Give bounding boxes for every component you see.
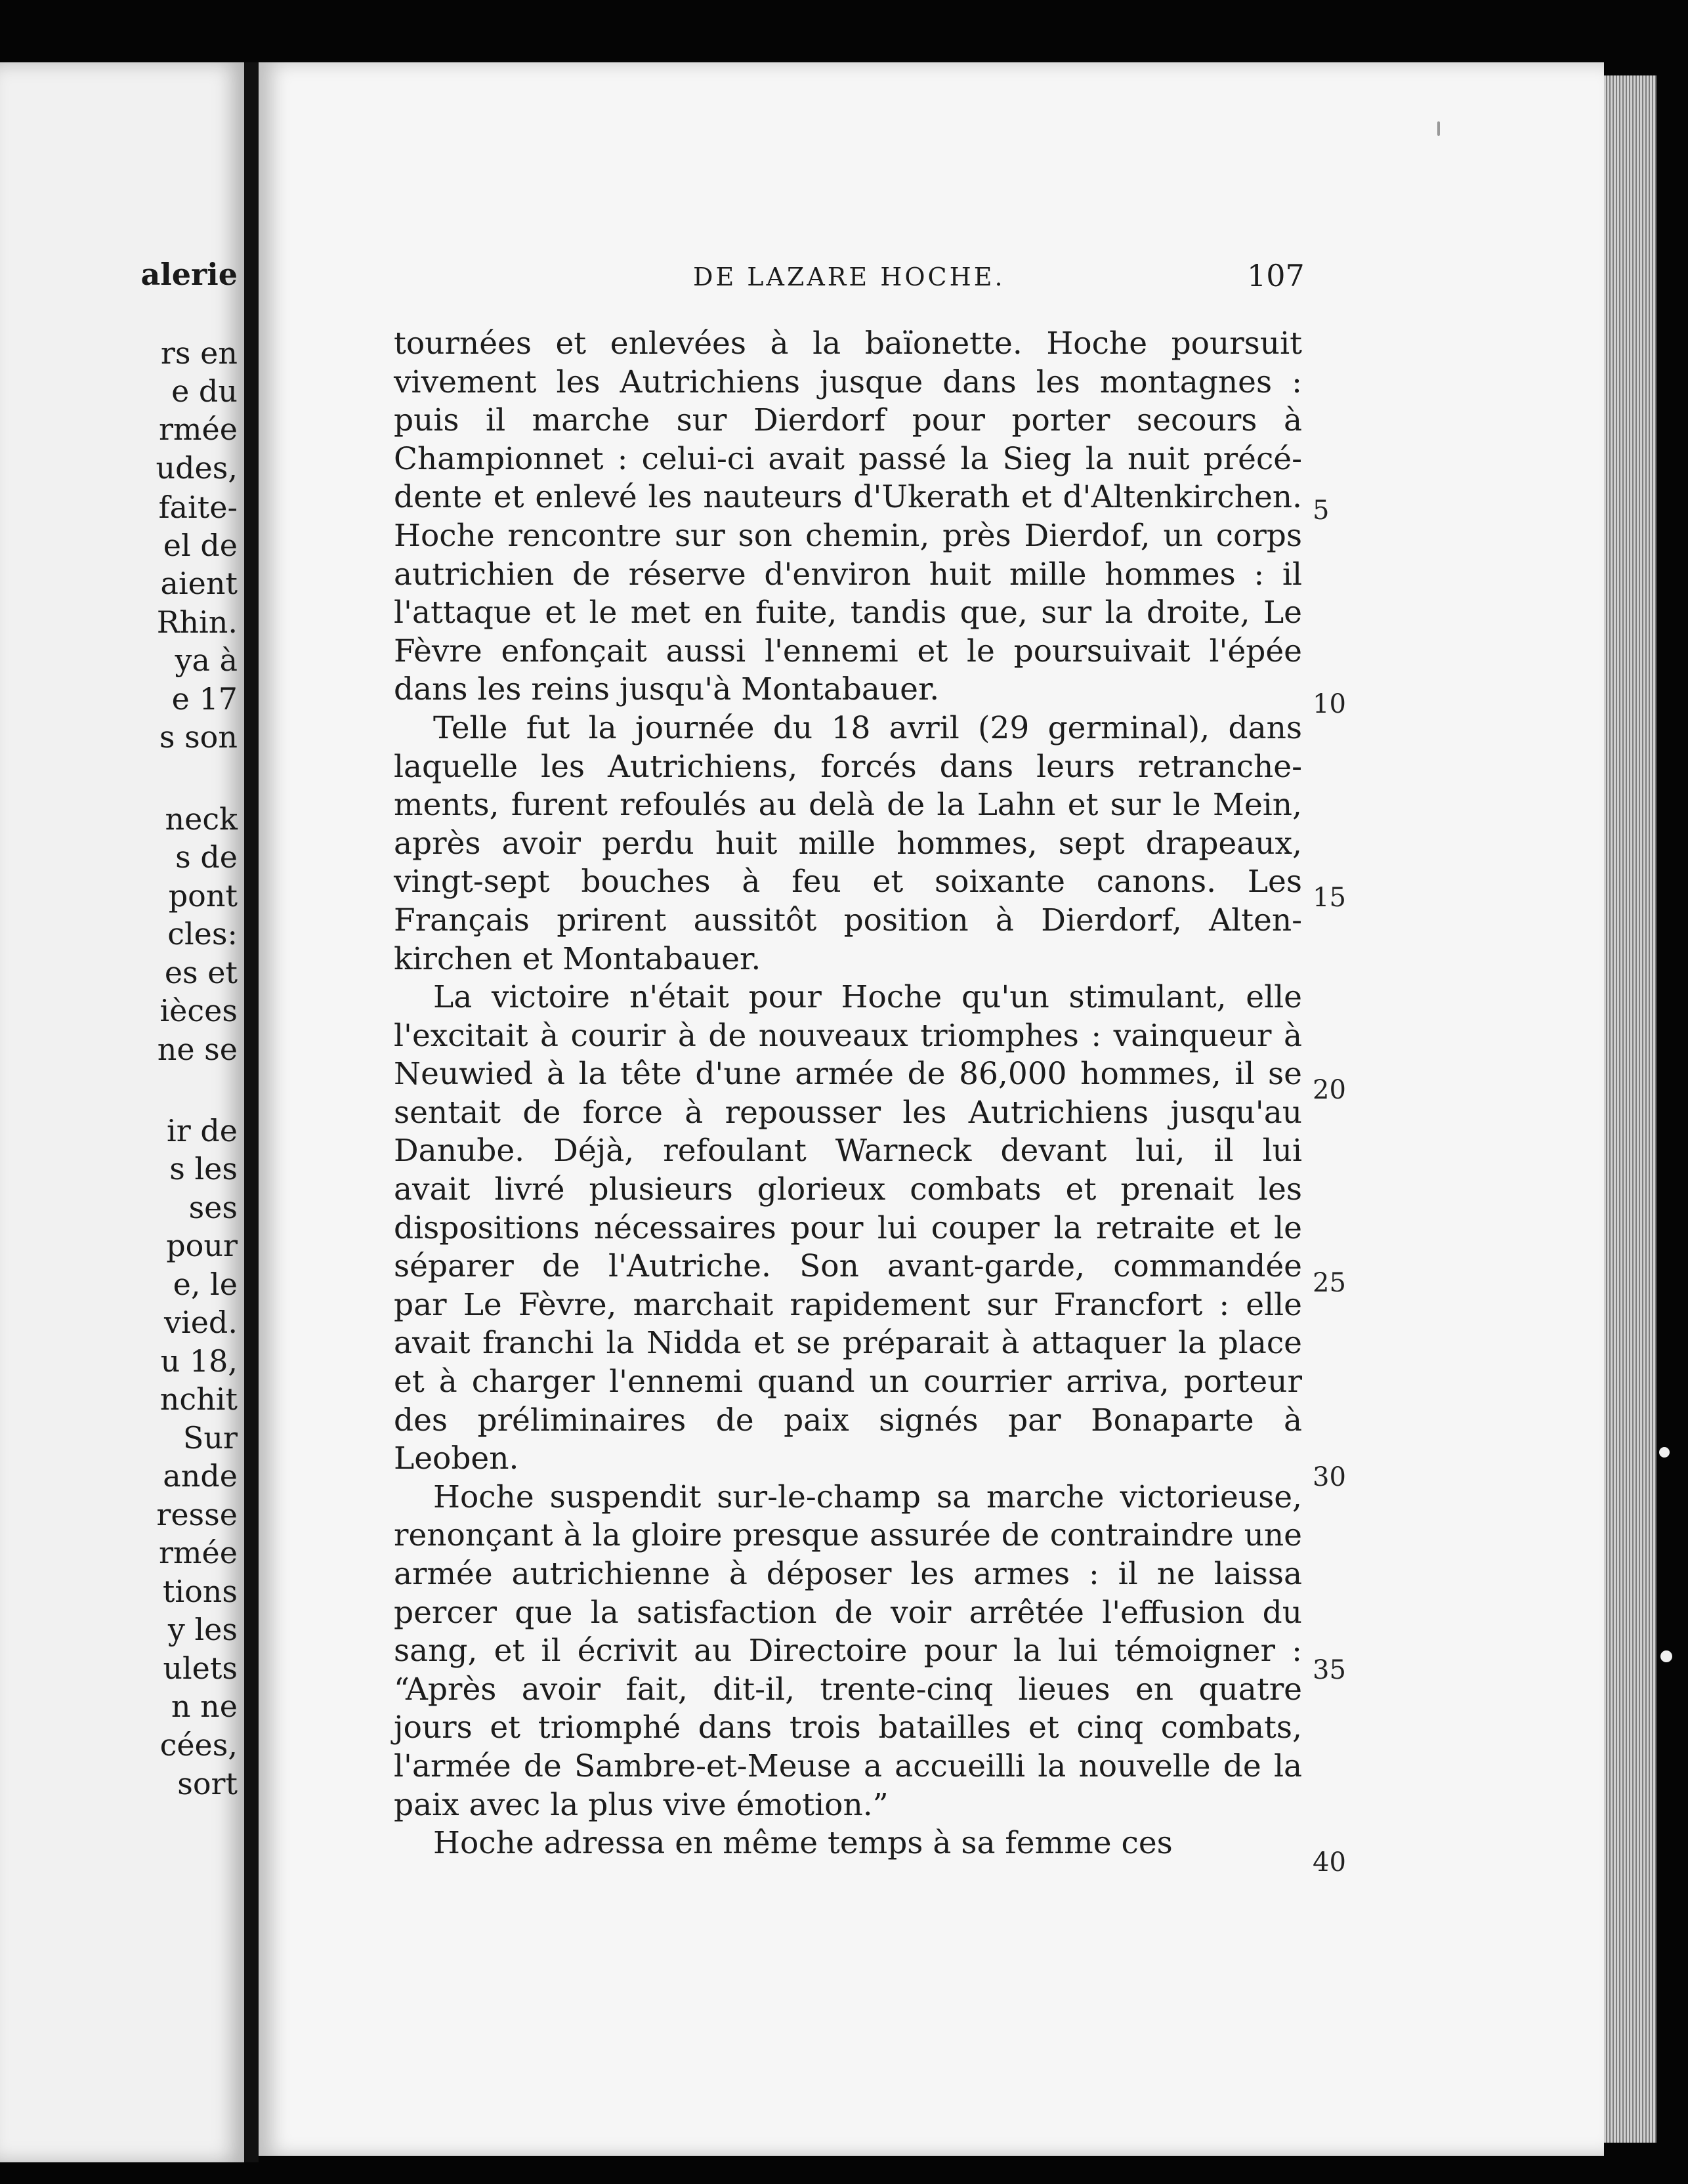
left-page-fragment: u 18, xyxy=(160,1343,238,1379)
left-page-fragment: Rhin. xyxy=(156,604,238,640)
text-line: armée autrichienne à déposer les armes : il ne laissa xyxy=(394,1556,1302,1592)
text-line: autrichien de réserve d'environ huit mille hommes : il xyxy=(394,556,1302,593)
left-page-fragment: rmée xyxy=(158,411,238,447)
text-line: dente et enlevé les nauteurs d'Ukerath et d'Altenkirchen. xyxy=(394,479,1302,516)
text-line: percer que la satisfaction de voir arrêtée l'effusion du xyxy=(394,1594,1302,1631)
left-page-fragment: ande xyxy=(163,1458,238,1494)
left-page-fragment: e du xyxy=(171,373,238,409)
body-text xyxy=(394,325,1302,1863)
left-page xyxy=(0,62,244,2162)
text-line: “Après avoir fait, dit-il, trente-cinq lieues en quatre xyxy=(394,1671,1302,1708)
dust-speck xyxy=(1437,121,1440,136)
left-page-fragment: pour xyxy=(166,1228,238,1263)
left-page-fragment: ulets xyxy=(163,1650,238,1686)
left-page-fragment: e 17 xyxy=(171,681,238,717)
text-line: Hoche adressa en même temps à sa femme ces xyxy=(433,1825,1173,1862)
left-page-fragment: pont xyxy=(168,878,238,914)
text-line: vivement les Autrichiens jusque dans les montagnes : xyxy=(394,364,1302,400)
left-page-fragment: resse xyxy=(156,1497,238,1532)
page-edges xyxy=(1604,75,1656,2143)
text-line: Hoche rencontre sur son chemin, près Dierdof, un corps xyxy=(394,517,1302,554)
text-line: vingt-sept bouches à feu et soixante canons. Les xyxy=(394,864,1302,900)
text-line: La victoire n'était pour Hoche qu'un stimulant, elle xyxy=(433,979,1302,1016)
left-page-fragment: ses xyxy=(188,1190,238,1225)
left-page-fragment: faite- xyxy=(158,490,238,525)
text-line: Danube. Déjà, refoulant Warneck devant lui, il lui xyxy=(394,1133,1302,1169)
left-page-fragment: s de xyxy=(175,839,238,875)
text-line: Neuwied à la tête d'une armée de 86,000 hommes, il se xyxy=(394,1056,1302,1093)
left-page-fragment: s son xyxy=(159,719,238,755)
text-line: l'armée de Sambre-et-Meuse a accueilli la nouvelle de la xyxy=(394,1748,1302,1784)
left-page-fragment: nchit xyxy=(159,1381,238,1417)
line-number: 40 xyxy=(1313,1847,1346,1878)
text-line: des préliminaires de paix signés par Bonaparte à xyxy=(394,1402,1302,1438)
left-page-fragment: ya à xyxy=(175,642,238,678)
left-page-fragment: aient xyxy=(160,566,238,601)
text-line: Leoben. xyxy=(394,1440,519,1477)
left-page-fragment: s les xyxy=(169,1151,238,1186)
left-page-fragment: rs en xyxy=(160,335,238,371)
line-number: 10 xyxy=(1313,689,1346,719)
text-line: l'attaque et le met en fuite, tandis que, sur la droite, Le xyxy=(394,595,1302,631)
line-number: 5 xyxy=(1313,495,1330,526)
line-number: 30 xyxy=(1313,1462,1346,1492)
dust-speck xyxy=(1659,1447,1670,1458)
left-page-fragment: ne se xyxy=(157,1032,238,1067)
text-line: puis il marche sur Dierdorf pour porter secours à xyxy=(394,402,1302,439)
left-page-fragment: sort xyxy=(177,1766,238,1801)
text-line: sentait de force à repousser les Autrichiens jusqu'au xyxy=(394,1094,1302,1131)
text-line: Championnet : celui-ci avait passé la Sieg la nuit précé- xyxy=(394,440,1302,477)
text-line: Fèvre enfonçait aussi l'ennemi et le poursuivait l'épée xyxy=(394,633,1302,669)
text-line: Français prirent aussitôt position à Dierdorf, Alten- xyxy=(394,902,1302,938)
left-page-fragment: neck xyxy=(165,801,238,837)
text-line: Telle fut la journée du 18 avril (29 germinal), dans xyxy=(433,709,1302,746)
left-page-fragment: tions xyxy=(162,1574,238,1609)
left-page-fragment: el de xyxy=(163,528,238,563)
left-page-fragment: n ne xyxy=(171,1689,238,1724)
text-line: et à charger l'ennemi quand un courrier arriva, porteur xyxy=(394,1364,1302,1400)
book-gutter xyxy=(244,62,259,2162)
left-page-fragment: ir de xyxy=(167,1113,238,1148)
text-line: tournées et enlevées à la baïonette. Hoche poursuit xyxy=(394,326,1302,362)
left-page-fragment: udes, xyxy=(156,450,238,486)
text-line: kirchen et Montabauer. xyxy=(394,940,761,977)
left-page-fragment: e, le xyxy=(173,1267,238,1302)
left-page-fragment: cées, xyxy=(159,1727,238,1763)
text-line: dans les reins jusqu'à Montabauer. xyxy=(394,671,940,708)
left-page-fragment: ièces xyxy=(159,993,238,1028)
left-page-fragment: alerie xyxy=(140,257,238,292)
text-line: avait franchi la Nidda et se préparait à attaquer la place xyxy=(394,1325,1302,1362)
left-page-fragment: cles: xyxy=(167,916,238,952)
text-line: par Le Fèvre, marchait rapidement sur Francfort : elle xyxy=(394,1286,1302,1323)
line-number: 20 xyxy=(1313,1075,1346,1105)
text-line: jours et triomphé dans trois batailles et cinq combats, xyxy=(394,1710,1302,1746)
text-line: Hoche suspendit sur-le-champ sa marche victorieuse, xyxy=(433,1479,1302,1515)
text-line: après avoir perdu huit mille hommes, sept drapeaux, xyxy=(394,825,1302,862)
left-page-fragment: es et xyxy=(164,955,238,990)
text-line: l'excitait à courir à de nouveaux triomphes : vainqueur à xyxy=(394,1017,1302,1054)
left-page-fragment: vied. xyxy=(164,1305,238,1340)
line-number: 15 xyxy=(1313,883,1346,913)
text-line: paix avec la plus vive émotion.” xyxy=(394,1786,889,1823)
text-line: renonçant à la gloire presque assurée de contraindre une xyxy=(394,1517,1302,1554)
left-page-fragment: rmée xyxy=(158,1535,238,1570)
text-line: laquelle les Autrichiens, forcés dans leurs retranche- xyxy=(394,748,1302,785)
line-number: 25 xyxy=(1313,1268,1346,1298)
left-page-fragment: y les xyxy=(167,1612,238,1647)
text-line: ments, furent refoulés au delà de la Lahn et sur le Mein, xyxy=(394,787,1302,824)
page-number: 107 xyxy=(1247,258,1305,293)
text-line: séparer de l'Autriche. Son avant-garde, commandée xyxy=(394,1248,1302,1285)
left-page-fragment: Sur xyxy=(182,1420,238,1456)
text-line: sang, et il écrivit au Directoire pour la lui témoigner : xyxy=(394,1633,1302,1670)
text-line: dispositions nécessaires pour lui couper la retraite et le xyxy=(394,1209,1302,1246)
dust-speck xyxy=(1660,1650,1672,1662)
running-head: DE LAZARE HOCHE. xyxy=(693,262,1005,291)
text-line: avait livré plusieurs glorieux combats et prenait les xyxy=(394,1171,1302,1208)
line-number: 35 xyxy=(1313,1655,1346,1685)
